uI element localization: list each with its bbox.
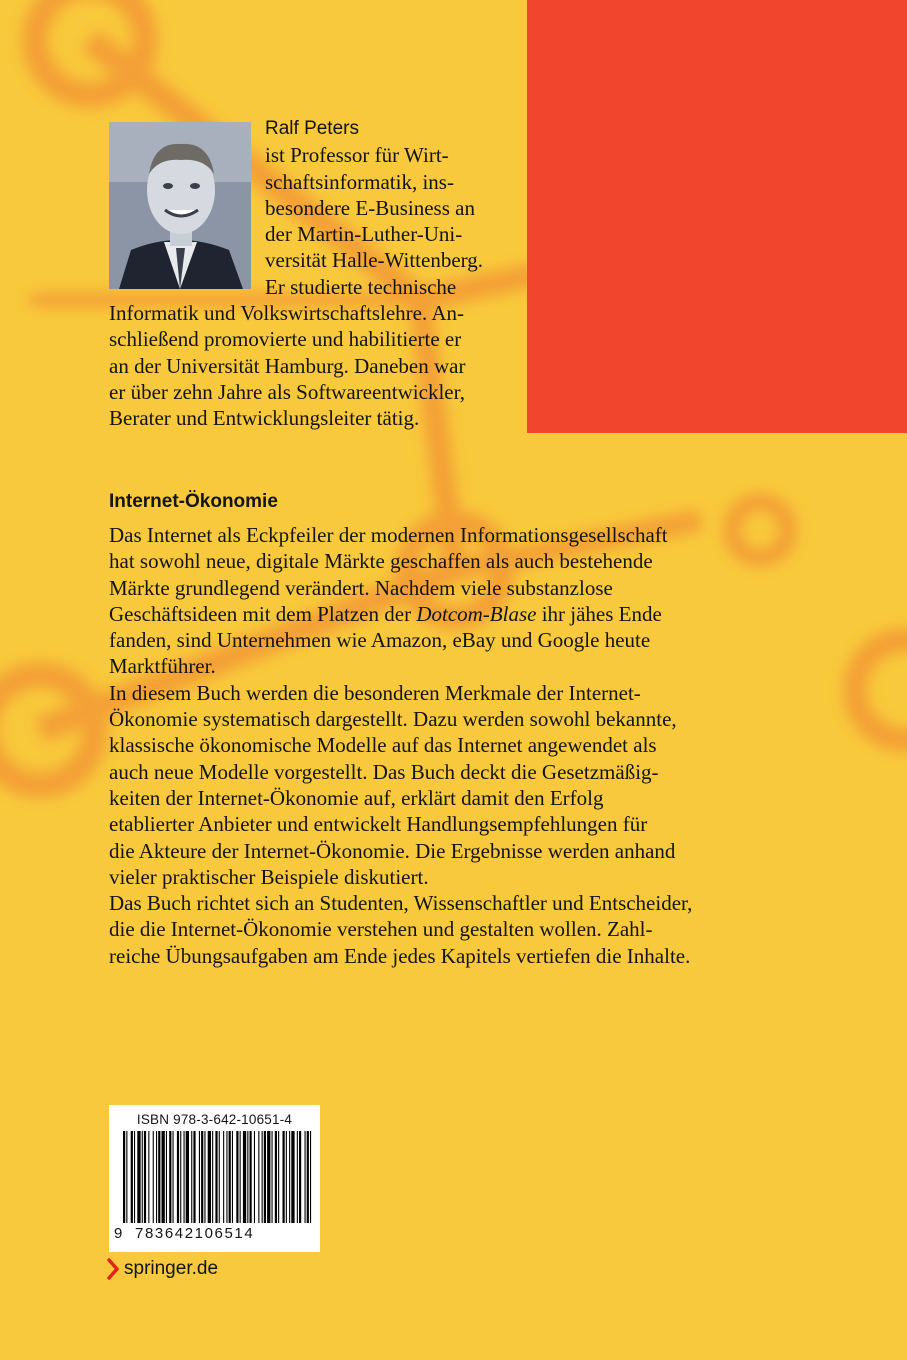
barcode-bars bbox=[123, 1131, 313, 1231]
bio-line: er über zehn Jahre als Softwareentwickler, bbox=[109, 379, 465, 404]
desc-line: etablierter Anbieter und entwickelt Handlungsempfehlungen für bbox=[109, 812, 648, 837]
desc-text: Geschäftsideen mit dem Platzen der bbox=[109, 601, 417, 626]
ean-first-digit: 9 bbox=[114, 1225, 123, 1242]
desc-line: Märkte grundlegend verändert. Nachdem viele substanzlose bbox=[109, 575, 613, 600]
book-description bbox=[109, 522, 789, 969]
author-bio bbox=[109, 116, 539, 432]
desc-line: Das Buch richtet sich an Studenten, Wissenschaftler und Entscheider, bbox=[109, 891, 693, 916]
desc-line: reiche Übungsaufgaben am Ende jedes Kapitels vertiefen die Inhalte. bbox=[109, 943, 691, 968]
bio-line: der Martin-Luther-Uni- bbox=[265, 222, 463, 247]
bio-line: Informatik und Volkswirtschaftslehre. An- bbox=[109, 301, 465, 326]
isbn-barcode bbox=[109, 1105, 320, 1252]
desc-line: Marktführer. bbox=[109, 654, 216, 679]
desc-line: vieler praktischer Beispiele diskutiert. bbox=[109, 864, 429, 889]
bio-line: schließend promovierte und habilitierte er bbox=[109, 327, 462, 352]
bio-line: besondere E-Business an bbox=[265, 195, 475, 220]
author-name: Ralf Peters bbox=[265, 118, 359, 139]
bio-line: an der Universität Hamburg. Daneben war bbox=[109, 353, 466, 378]
desc-line: auch neue Modelle vorgestellt. Das Buch deckt die Gesetzmäßig- bbox=[109, 759, 659, 784]
bio-line: Berater und Entwicklungsleiter tätig. bbox=[109, 406, 420, 431]
desc-text: ihr jähes Ende bbox=[536, 601, 662, 626]
desc-line: In diesem Buch werden die besonderen Merkmale der Internet- bbox=[109, 680, 641, 705]
bio-line: versität Halle-Wittenberg. bbox=[265, 248, 484, 273]
dotcom-blase-term: Dotcom-Blase bbox=[416, 601, 537, 626]
chevron-right-icon bbox=[107, 1258, 119, 1280]
ean-digits: 783642106514 bbox=[135, 1225, 255, 1242]
desc-line: die Akteure der Internet-Ökonomie. Die Ergebnisse werden anhand bbox=[109, 838, 676, 863]
desc-line: Das Internet als Eckpfeiler der modernen Informationsgesellschaft bbox=[109, 523, 668, 547]
desc-line: keiten der Internet-Ökonomie auf, erklärt damit den Erfolg bbox=[109, 785, 604, 810]
bio-line: Er studierte technische bbox=[265, 274, 457, 299]
desc-line: klassische ökonomische Modelle auf das Internet angewendet als bbox=[109, 733, 657, 758]
desc-line bbox=[109, 601, 789, 627]
publisher-logo[interactable] bbox=[107, 1258, 218, 1280]
desc-line: hat sowohl neue, digitale Märkte geschaffen als auch bestehende bbox=[109, 549, 653, 574]
desc-line: die die Internet-Ökonomie verstehen und gestalten wollen. Zahl- bbox=[109, 917, 653, 942]
bio-line: ist Professor für Wirt- bbox=[265, 143, 449, 168]
desc-line: fanden, sind Unternehmen wie Amazon, eBay und Google heute bbox=[109, 628, 651, 653]
publisher-url: springer.de bbox=[124, 1258, 219, 1279]
book-title: Internet-Ökonomie bbox=[109, 491, 278, 512]
desc-line: Ökonomie systematisch dargestellt. Dazu werden sowohl bekannte, bbox=[109, 707, 677, 732]
red-panel bbox=[527, 0, 907, 433]
isbn-label: ISBN 978-3-642-10651-4 bbox=[136, 1112, 293, 1127]
bio-line: schaftsinformatik, ins- bbox=[265, 169, 454, 194]
